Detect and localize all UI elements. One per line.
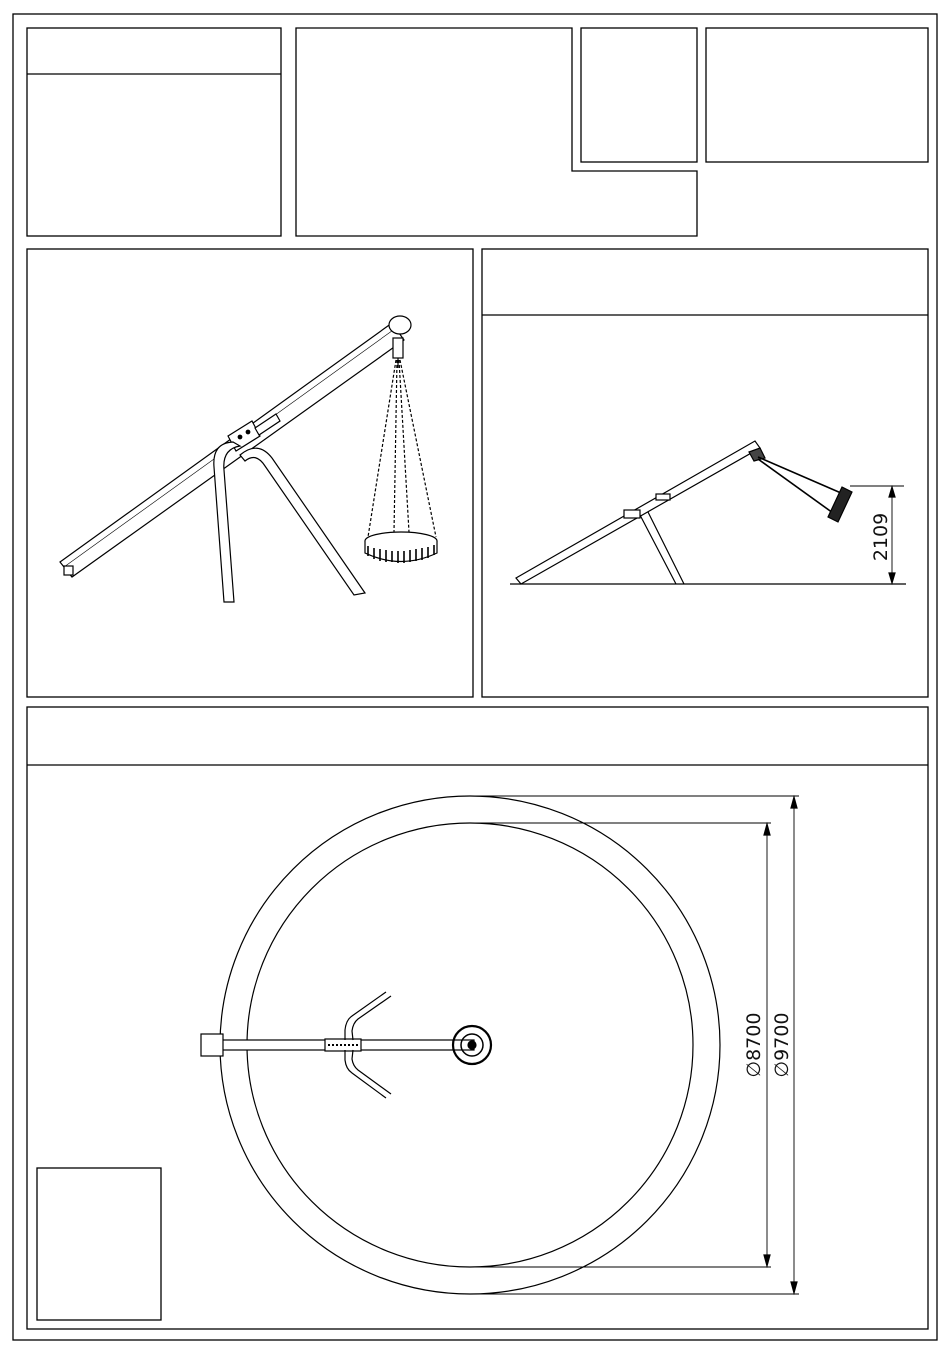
header-box-left <box>27 28 281 236</box>
inner-dim-arrow-top <box>764 824 770 835</box>
tire-seat-side <box>365 541 437 562</box>
dim-arrow-bottom <box>889 573 895 583</box>
beam-end-cap <box>389 316 411 334</box>
top-view-inset-box <box>37 1168 161 1320</box>
top-joint-plate <box>325 1039 361 1051</box>
header-box-right <box>706 28 928 162</box>
top-leg-lower <box>345 1050 391 1098</box>
chain-right <box>400 360 436 537</box>
swing-hanger <box>393 338 403 358</box>
side-view-drawing <box>510 441 906 584</box>
top-leg-upper <box>345 992 391 1040</box>
height-dimension-label: 2109 <box>870 512 892 562</box>
header-box-middle <box>296 28 697 236</box>
header-block <box>27 28 928 236</box>
side-tire <box>828 487 852 522</box>
side-chain-top <box>758 457 841 493</box>
isometric-swing-drawing <box>60 316 437 602</box>
inner-dim-arrow-bottom <box>764 1255 770 1266</box>
outer-diameter-label: ∅9700 <box>771 1012 793 1078</box>
side-clamp <box>656 494 670 500</box>
outer-dim-arrow-bottom <box>791 1282 797 1293</box>
front-leg <box>240 448 365 595</box>
sheet-border <box>13 14 937 1340</box>
beam-outline <box>60 323 404 577</box>
top-beam-end <box>201 1034 223 1056</box>
outer-dim-arrow-top <box>791 797 797 808</box>
pivot-bolt-2 <box>246 430 250 434</box>
pivot-bolt-1 <box>238 435 242 439</box>
inner-diameter-label: ∅8700 <box>743 1012 765 1078</box>
dim-arrow-top <box>889 487 895 497</box>
chain-middle-right <box>399 360 409 532</box>
chain-left <box>368 360 396 537</box>
side-leg <box>640 512 684 584</box>
side-chain-bottom <box>758 459 833 513</box>
header-box-small <box>581 28 697 162</box>
side-joint-plate <box>624 510 640 518</box>
beam-foot-cap <box>64 566 73 575</box>
top-hanger <box>468 1041 476 1049</box>
chain-middle-left <box>394 360 397 532</box>
isometric-view-frame <box>27 249 473 697</box>
top-view-drawing <box>201 796 799 1294</box>
